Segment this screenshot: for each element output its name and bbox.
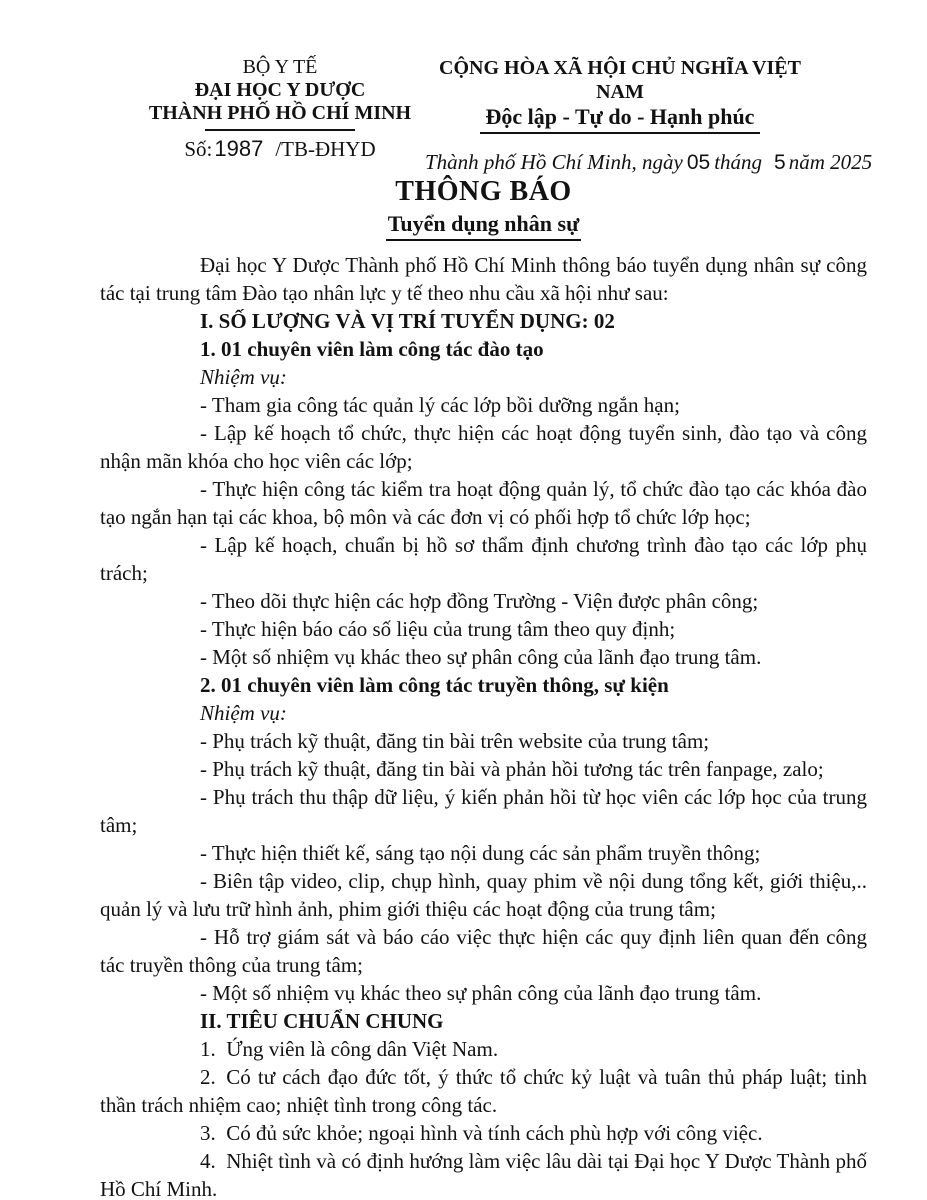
document-number-suffix: /TB-ĐHYD bbox=[275, 137, 376, 161]
nation-title: CỘNG HÒA XÃ HỘI CHỦ NGHĨA VIỆT NAM bbox=[439, 57, 801, 103]
position-1-task: - Một số nhiệm vụ khác theo sự phân công của lãnh đạo trung tâm. bbox=[200, 645, 762, 669]
position-2-tasks-label: Nhiệm vụ: bbox=[200, 701, 287, 725]
document-subtitle-wrap bbox=[100, 208, 867, 241]
intro-paragraph: Đại học Y Dược Thành phố Hồ Chí Minh thông báo tuyển dụng nhân sự công tác tại trung tâm Đào tạo nhân lực y tế theo nhu cầu xã hội như sau: bbox=[100, 253, 867, 305]
position-2-task: - Phụ trách kỹ thuật, đăng tin bài trên website của trung tâm; bbox=[200, 729, 710, 753]
document-body bbox=[100, 251, 867, 1200]
criteria-item: 3. Có đủ sức khỏe; ngoại hình và tính cách phù hợp với công việc. bbox=[200, 1121, 763, 1145]
position-1-heading: 1. 01 chuyên viên làm công tác đào tạo bbox=[200, 337, 544, 361]
position-2-heading: 2. 01 chuyên viên làm công tác truyền thông, sự kiện bbox=[200, 673, 669, 697]
document-subtitle: Tuyển dụng nhân sự bbox=[386, 211, 582, 241]
unit-name-line2: THÀNH PHỐ HỒ CHÍ MINH bbox=[148, 102, 412, 124]
document-number-value: 1987 bbox=[214, 136, 264, 161]
position-1-task: - Theo dõi thực hiện các hợp đồng Trường - Viện được phân công; bbox=[200, 589, 759, 613]
criteria-item: 4. Nhiệt tình và có định hướng làm việc lâu dài tại Đại học Y Dược Thành phố Hồ Chí Minh. bbox=[100, 1149, 867, 1200]
criteria-item: 2. Có tư cách đạo đức tốt, ý thức tổ chức kỷ luật và tuân thủ pháp luật; tinh thần trách nhiệm cao; nhiệt tình trong công tác. bbox=[100, 1065, 867, 1117]
parent-agency-name: BỘ Y TẾ bbox=[242, 56, 318, 78]
position-1-task: - Lập kế hoạch, chuẩn bị hồ sơ thẩm định chương trình đào tạo các lớp phụ trách; bbox=[100, 533, 867, 585]
motto-wrap bbox=[425, 104, 815, 134]
unit-name-line1: ĐẠI HỌC Y DƯỢC bbox=[194, 79, 366, 101]
position-1-task: - Lập kế hoạch tổ chức, thực hiện các hoạt động tuyển sinh, đào tạo và công nhận mãn khóa cho học viên các lớp; bbox=[100, 421, 867, 473]
national-header-block bbox=[425, 56, 873, 175]
national-motto: Độc lập - Tự do - Hạnh phúc bbox=[480, 104, 761, 134]
section-1-heading: I. SỐ LƯỢNG VÀ VỊ TRÍ TUYỂN DỤNG: 02 bbox=[200, 309, 615, 333]
document-number bbox=[100, 137, 460, 161]
document-number-label: Số: bbox=[184, 137, 213, 161]
date-day-value: 05 bbox=[686, 151, 711, 174]
position-1-tasks-label: Nhiệm vụ: bbox=[200, 365, 287, 389]
position-2-task: - Phụ trách thu thập dữ liệu, ý kiến phản hồi từ học viên các lớp học của trung tâm; bbox=[100, 785, 867, 837]
position-2-task: - Một số nhiệm vụ khác theo sự phân công của lãnh đạo trung tâm. bbox=[200, 981, 762, 1005]
position-2-task: - Hỗ trợ giám sát và báo cáo việc thực hiện các quy định liên quan đến công tác truyền thông của trung tâm; bbox=[100, 925, 867, 977]
section-2-heading: II. TIÊU CHUẨN CHUNG bbox=[200, 1009, 444, 1033]
position-2-task: - Biên tập video, clip, chụp hình, quay phim về nội dung tổng kết, giới thiệu,.. quản lý và lưu trữ hình ảnh, phim giới thiệu các hoạt động của trung tâm; bbox=[100, 869, 867, 921]
date-prefix: Thành phố Hồ Chí Minh, ngày bbox=[425, 150, 683, 174]
issuing-agency-block bbox=[100, 56, 460, 161]
date-suffix: năm 2025 bbox=[788, 150, 873, 174]
unit-name-underline bbox=[205, 129, 355, 131]
document-title: THÔNG BÁO bbox=[395, 176, 572, 207]
position-1-task: - Thực hiện báo cáo số liệu của trung tâm theo quy định; bbox=[200, 617, 676, 641]
date-middle: tháng bbox=[714, 150, 763, 174]
position-2-task: - Thực hiện thiết kế, sáng tạo nội dung các sản phẩm truyền thông; bbox=[200, 841, 761, 865]
criteria-item: 1. Ứng viên là công dân Việt Nam. bbox=[200, 1037, 499, 1061]
place-date-line bbox=[425, 150, 873, 175]
position-1-task: - Tham gia công tác quản lý các lớp bồi dưỡng ngắn hạn; bbox=[200, 393, 680, 417]
position-1-task: - Thực hiện công tác kiểm tra hoạt động quản lý, tổ chức đào tạo các khóa đào tạo ngắn hạn tại các khoa, bộ môn và các đơn vị có phối hợp tổ chức lớp học; bbox=[100, 477, 867, 529]
document-title-block bbox=[100, 176, 867, 241]
position-2-task: - Phụ trách kỹ thuật, đăng tin bài và phản hồi tương tác trên fanpage, zalo; bbox=[200, 757, 824, 781]
date-month-value: 5 bbox=[774, 151, 786, 174]
